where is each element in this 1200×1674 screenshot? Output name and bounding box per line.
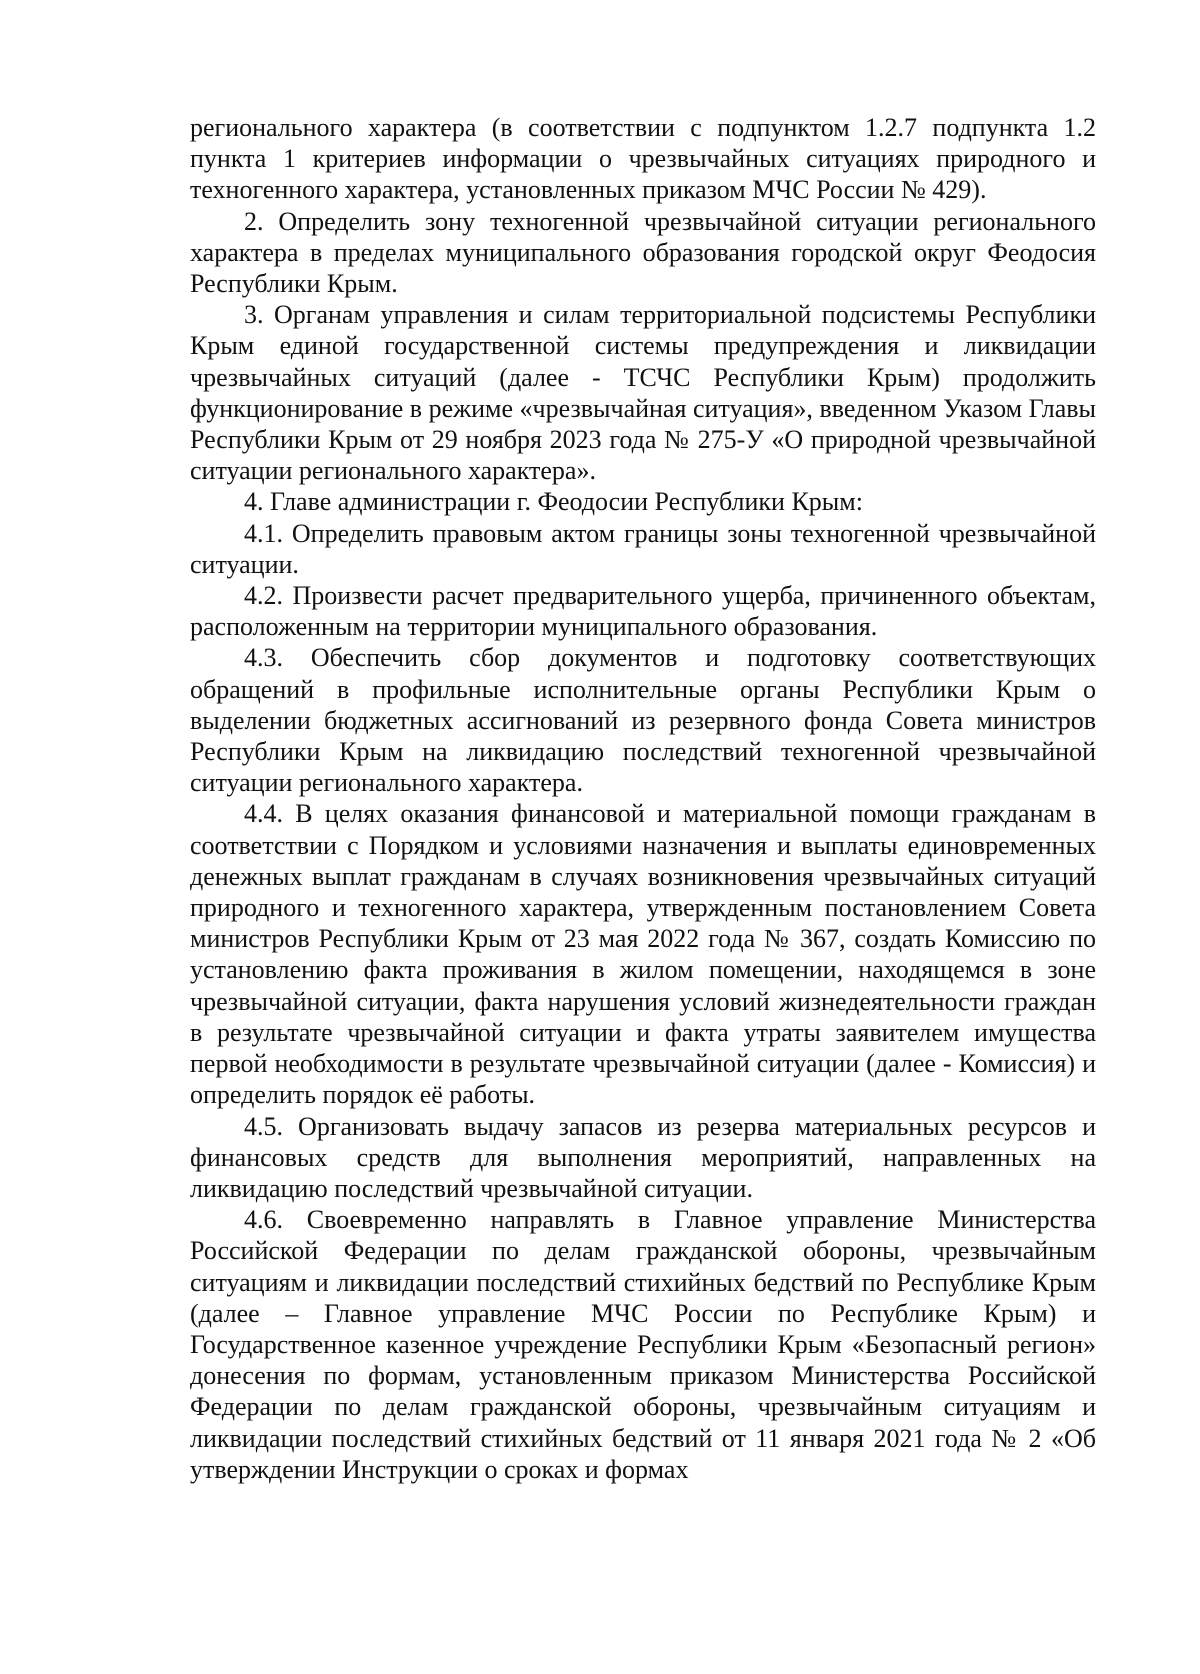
paragraph-item-4-4: 4.4. В целях оказания финансовой и материальной помощи гражданам в соответствии с Порядком и условиями назначения и выплаты единовременных денежных выплат гражданам в случаях возникновения чрезвычайных ситуаций природного и техногенного характера, утвержденным постановлением Совета министров Республики Крым от 23 мая 2022 года № 367, создать Комиссию по установлению факта проживания в жилом помещении, находящемся в зоне чрезвычайной ситуации, факта нарушения условий жизнедеятельности граждан в результате чрезвычайной ситуации и факта утраты заявителем имущества первой необходимости в результате чрезвычайной ситуации (далее - Комиссия) и определить порядок её работы.: [190, 799, 1096, 1110]
paragraph-item-2: 2. Определить зону техногенной чрезвычайной ситуации регионального характера в пределах муниципального образования городской округ Феодосия Республики Крым.: [190, 206, 1096, 299]
paragraph-item-4-5: 4.5. Организовать выдачу запасов из резерва материальных ресурсов и финансовых средств для выполнения мероприятий, направленных на ликвидацию последствий чрезвычайной ситуации.: [190, 1111, 1096, 1203]
paragraph-item-4-2: 4.2. Произвести расчет предварительного ущерба, причиненного объектам, расположенным на территории муниципального образования.: [190, 581, 1096, 642]
paragraph-item-4: 4. Главе администрации г. Феодосии Республики Крым:: [244, 487, 863, 517]
paragraph-continuation: регионального характера (в соответствии с подпунктом 1.2.7 подпункта 1.2 пункта 1 критериев информации о чрезвычайных ситуациях природного и техногенного характера, установленных приказом МЧС России № 429).: [190, 113, 1096, 205]
paragraph-item-4-3: 4.3. Обеспечить сбор документов и подготовку соответствующих обращений в профильные исполнительные органы Республики Крым о выделении бюджетных ассигнований из резервного фонда Совета министров Республики Крым на ликвидацию последствий техногенной чрезвычайной ситуации регионального характера.: [190, 643, 1096, 798]
document-body: [190, 112, 1096, 1485]
paragraph-item-3: 3. Органам управления и силам территориальной подсистемы Республики Крым единой государственной системы предупреждения и ликвидации чрезвычайных ситуаций (далее - ТСЧС Республики Крым) продолжить функционирование в режиме «чрезвычайная ситуация», введенном Указом Главы Республики Крым от 29 ноября 2023 года № 275-У «О природной чрезвычайной ситуации регионального характера».: [190, 300, 1096, 486]
paragraph-item-4-6: 4.6. Своевременно направлять в Главное управление Министерства Российской Федерации по делам гражданской обороны, чрезвычайным ситуациям и ликвидации последствий стихийных бедствий по Республике Крым (далее – Главное управление МЧС России по Республике Крым) и Государственное казенное учреждение Республики Крым «Безопасный регион» донесения по формам, установленным приказом Министерства Российской Федерации по делам гражданской обороны, чрезвычайным ситуациям и ликвидации последствий стихийных бедствий от 11 января 2021 года № 2 «Об утверждении Инструкции о сроках и формах: [190, 1205, 1096, 1484]
paragraph-item-4-1: 4.1. Определить правовым актом границы зоны техногенной чрезвычайной ситуации.: [190, 518, 1096, 579]
